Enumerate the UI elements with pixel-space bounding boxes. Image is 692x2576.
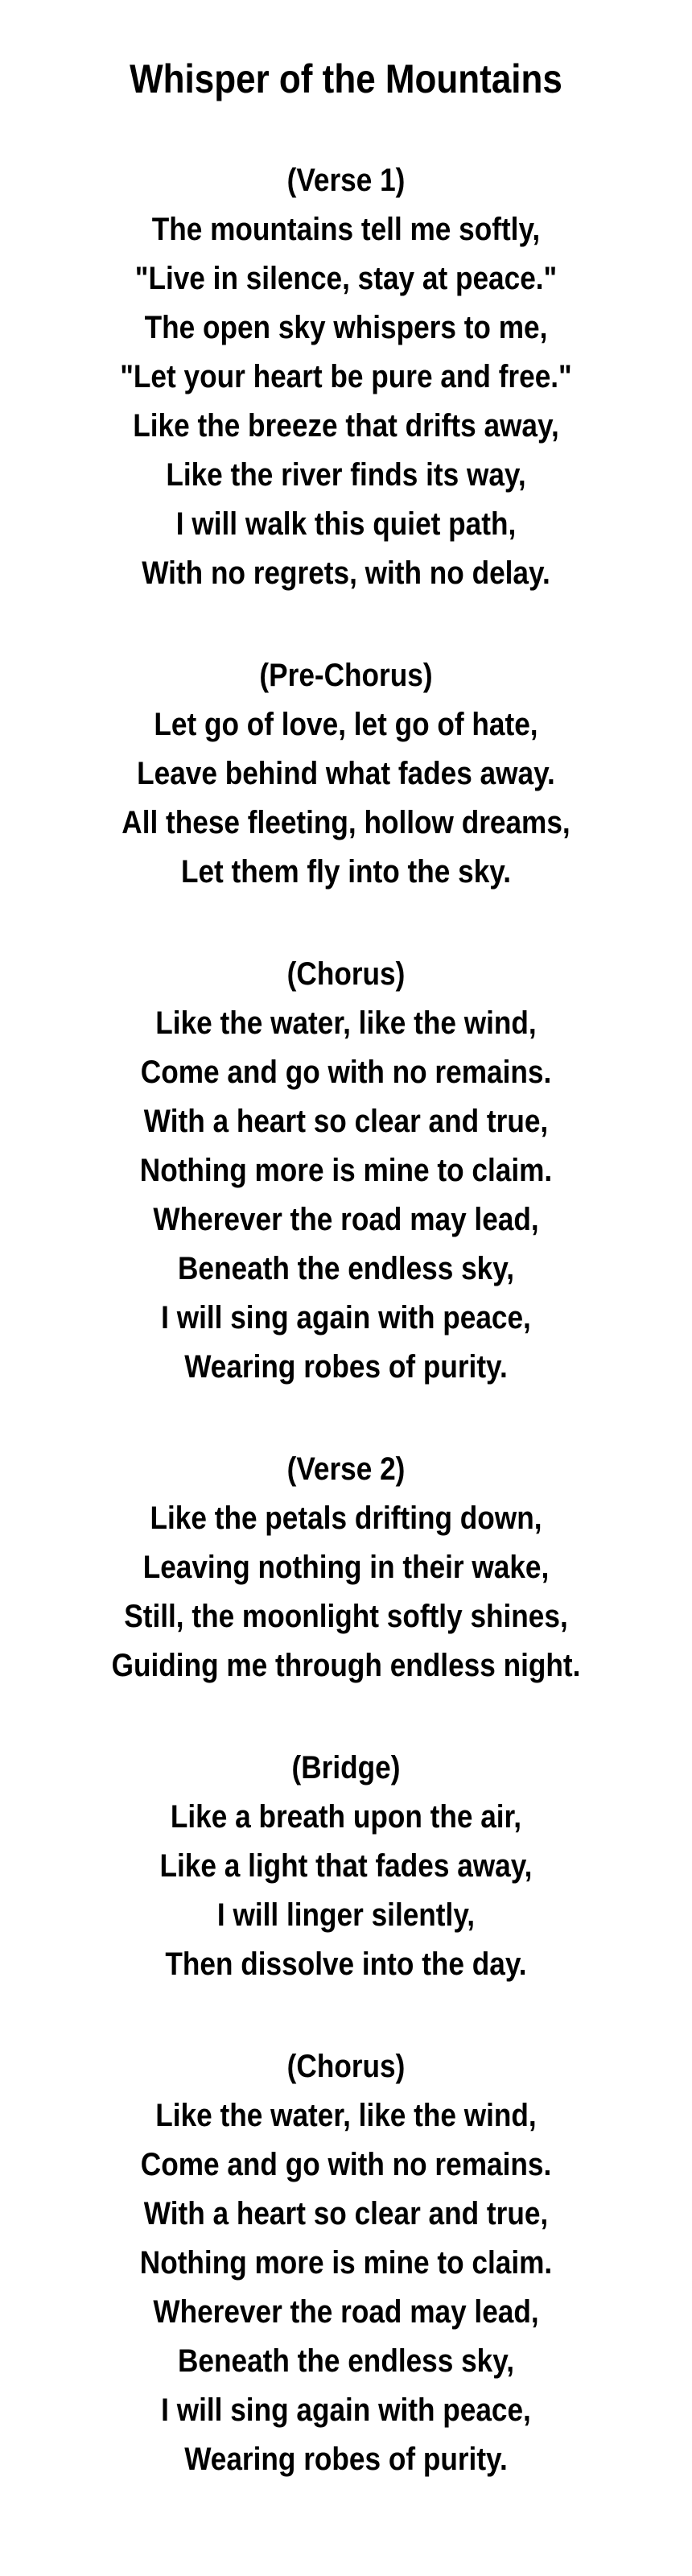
lyric-line: I will sing again with peace,: [161, 2392, 531, 2428]
lyric-line: I will sing again with peace,: [161, 1300, 531, 1335]
section-label: (Chorus): [286, 2049, 406, 2084]
lyric-line: Like a light that fades away,: [159, 1848, 533, 1884]
lyric-line: Like the breeze that drifts away,: [133, 408, 559, 444]
lyric-line: Nothing more is mine to claim.: [139, 1153, 553, 1188]
lyric-line: Like the river finds its way,: [166, 457, 526, 493]
stanza: [0, 950, 692, 1392]
lyric-line: Leave behind what fades away.: [137, 756, 555, 791]
lyric-line: Still, the moonlight softly shines,: [124, 1599, 568, 1634]
lyric-line: With a heart so clear and true,: [143, 1104, 549, 1139]
lyric-line: The mountains tell me softly,: [151, 212, 541, 247]
section-label: (Pre-Chorus): [259, 658, 433, 693]
lyric-line: Beneath the endless sky,: [178, 1251, 514, 1286]
lyric-line: The open sky whispers to me,: [144, 310, 548, 345]
lyric-line: I will walk this quiet path,: [175, 506, 517, 542]
lyric-line: All these fleeting, hollow dreams,: [122, 805, 570, 840]
page-title: Whisper of the Mountains: [130, 56, 562, 101]
lyric-line: Like the water, like the wind,: [155, 1005, 537, 1041]
stanza: [0, 2042, 692, 2484]
lyric-line: With a heart so clear and true,: [143, 2196, 549, 2231]
lyric-line: "Let your heart be pure and free.": [120, 359, 572, 394]
lyric-line: Beneath the endless sky,: [178, 2343, 514, 2379]
lyric-line: Wearing robes of purity.: [184, 1349, 508, 1385]
lyric-line: Leaving nothing in their wake,: [142, 1550, 550, 1585]
lyrics-body: [0, 156, 692, 2484]
lyric-line: I will linger silently,: [216, 1897, 476, 1933]
lyric-line: Come and go with no remains.: [140, 2147, 552, 2182]
stanza: [0, 1744, 692, 1989]
lyric-line: Guiding me through endless night.: [111, 1648, 581, 1683]
stanza: [0, 651, 692, 897]
lyric-line: With no regrets, with no delay.: [142, 555, 550, 591]
section-label: (Chorus): [286, 956, 406, 992]
lyric-line: Let them fly into the sky.: [180, 854, 512, 890]
lyric-line: Wearing robes of purity.: [184, 2442, 508, 2477]
lyric-line: Then dissolve into the day.: [165, 1946, 527, 1982]
lyric-line: Let go of love, let go of hate,: [154, 707, 538, 742]
lyric-line: Come and go with no remains.: [140, 1055, 552, 1090]
lyric-line: "Live in silence, stay at peace.": [134, 261, 558, 296]
lyric-line: Like the water, like the wind,: [155, 2098, 537, 2133]
lyric-line: Nothing more is mine to claim.: [139, 2245, 553, 2281]
section-label: (Verse 1): [286, 163, 406, 198]
lyric-line: Like the petals drifting down,: [150, 1501, 542, 1536]
section-label: (Bridge): [291, 1750, 401, 1785]
lyric-line: Like a breath upon the air,: [170, 1799, 522, 1835]
lyric-line: Wherever the road may lead,: [153, 1202, 539, 1237]
lyric-line: Wherever the road may lead,: [153, 2294, 539, 2330]
stanza: [0, 1445, 692, 1690]
section-label: (Verse 2): [286, 1451, 406, 1487]
stanza: [0, 156, 692, 598]
